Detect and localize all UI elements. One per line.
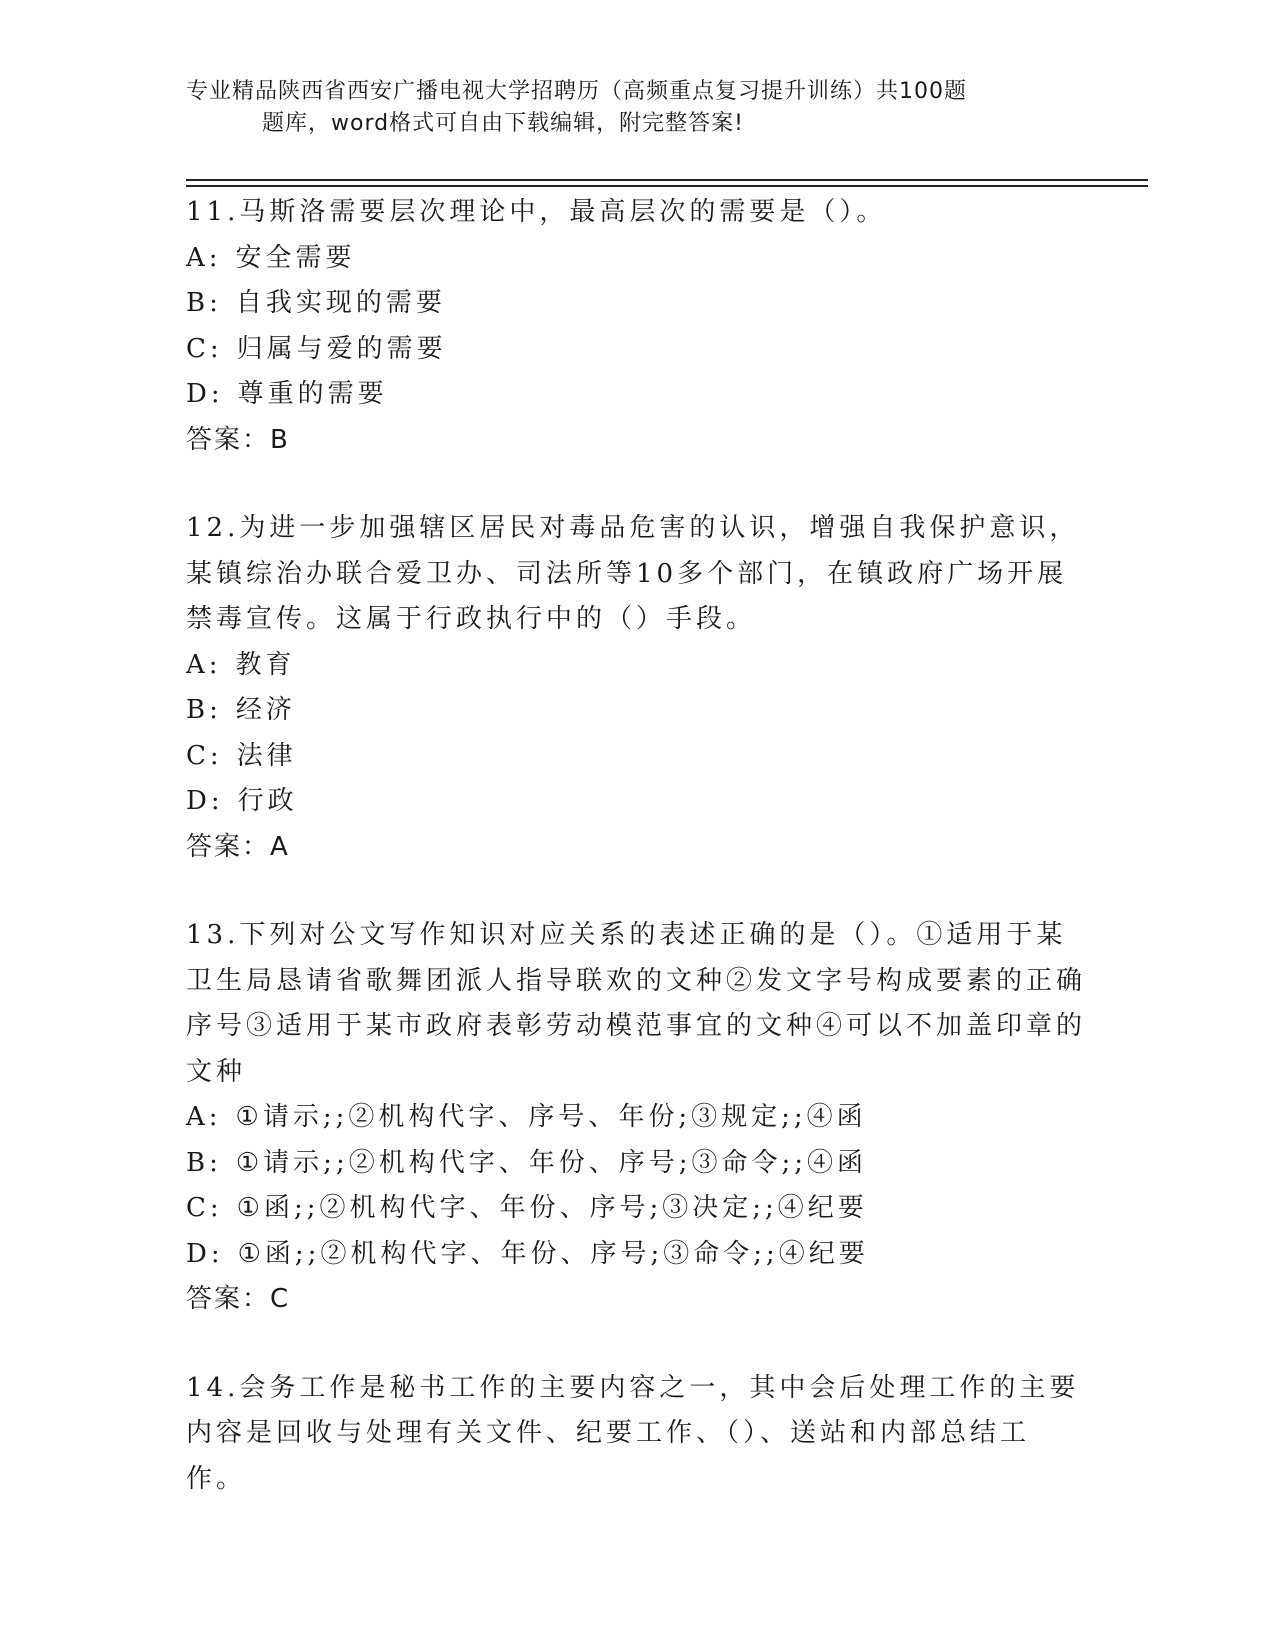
- option-letter: A:: [186, 649, 222, 680]
- option-b: [186, 281, 1086, 327]
- option-text: 教育: [235, 649, 296, 680]
- option-d: [186, 1232, 1086, 1278]
- option-letter: B:: [186, 1147, 222, 1178]
- option-text: ①函;;②机构代字、年份、序号;③决定;;④纪要: [236, 1193, 868, 1223]
- option-text: 归属与爱的需要: [236, 333, 447, 364]
- option-b: [186, 1141, 1086, 1187]
- option-letter: C:: [186, 740, 223, 771]
- answer-line: 答案：C: [186, 1284, 291, 1314]
- answer-line: 答案：A: [186, 831, 290, 862]
- option-letter: B:: [186, 695, 222, 725]
- option-a: [186, 1095, 1086, 1141]
- option-a: [186, 643, 1086, 689]
- option-d: [186, 779, 1086, 825]
- option-text: ①请示;;②机构代字、序号、年份;③规定;;④函: [235, 1102, 867, 1132]
- option-d: [186, 372, 1086, 418]
- question-stem: 14.会务工作是秘书工作的主要内容之一，其中会后处理工作的主要内容是回收与处理有关文件、纪要工作、（）、送站和内部总结工作。: [186, 1372, 1080, 1494]
- document-header: [186, 76, 1046, 140]
- question-block: [186, 913, 1086, 1323]
- option-text: 行政: [237, 786, 298, 816]
- option-letter: C:: [186, 1193, 223, 1223]
- option-letter: C:: [186, 333, 223, 364]
- option-text: 自我实现的需要: [235, 288, 446, 318]
- option-text: 尊重的需要: [237, 379, 388, 409]
- option-letter: D:: [186, 379, 224, 409]
- header-divider-bottom: [186, 185, 1148, 187]
- answer-line: 答案：B: [186, 424, 290, 455]
- question-stem: 13.下列对公文写作知识对应关系的表述正确的是（）。①适用于某卫生局恳请省歌舞团派人指导联欢的文种②发文字号构成要素的正确序号③适用于某市政府表彰劳动模范事宜的文种④可以不加盖印章的文种: [186, 920, 1087, 1087]
- option-b: [186, 688, 1086, 734]
- option-c: [186, 327, 1086, 373]
- option-text: 法律: [236, 740, 297, 771]
- header-divider-top: [186, 179, 1148, 181]
- option-text: 安全需要: [235, 242, 356, 273]
- option-letter: A:: [186, 242, 222, 273]
- option-letter: B:: [186, 288, 222, 318]
- header-title-line2: 题库，word格式可自由下载编辑，附完整答案!: [262, 111, 744, 136]
- option-text: ①请示;;②机构代字、年份、序号;③命令;;④函: [235, 1147, 867, 1178]
- question-spacer: [186, 870, 1086, 913]
- option-a: [186, 236, 1086, 282]
- question-spacer: [186, 1323, 1086, 1366]
- option-text: 经济: [235, 695, 296, 725]
- question-stem: 12.为进一步加强辖区居民对毒品危害的认识，增强自我保护意识，某镇综治办联合爱卫办、司法所等10多个部门，在镇政府广场开展禁毒宣传。这属于行政执行中的（）手段。: [186, 513, 1080, 634]
- question-spacer: [186, 463, 1086, 506]
- option-letter: D:: [186, 1238, 224, 1269]
- question-block: [186, 1366, 1086, 1503]
- header-title-line1: 专业精品陕西省西安广播电视大学招聘历（高频重点复习提升训练）共100题: [186, 79, 967, 104]
- option-text: ①函;;②机构代字、年份、序号;③命令;;④纪要: [237, 1238, 869, 1269]
- option-c: [186, 734, 1086, 780]
- option-letter: A:: [186, 1102, 222, 1132]
- question-list: [186, 190, 1086, 1502]
- option-letter: D:: [186, 786, 224, 816]
- question-stem: 11.马斯洛需要层次理论中，最高层次的需要是（）。: [186, 197, 887, 227]
- question-block: [186, 190, 1086, 463]
- question-block: [186, 506, 1086, 870]
- option-c: [186, 1186, 1086, 1232]
